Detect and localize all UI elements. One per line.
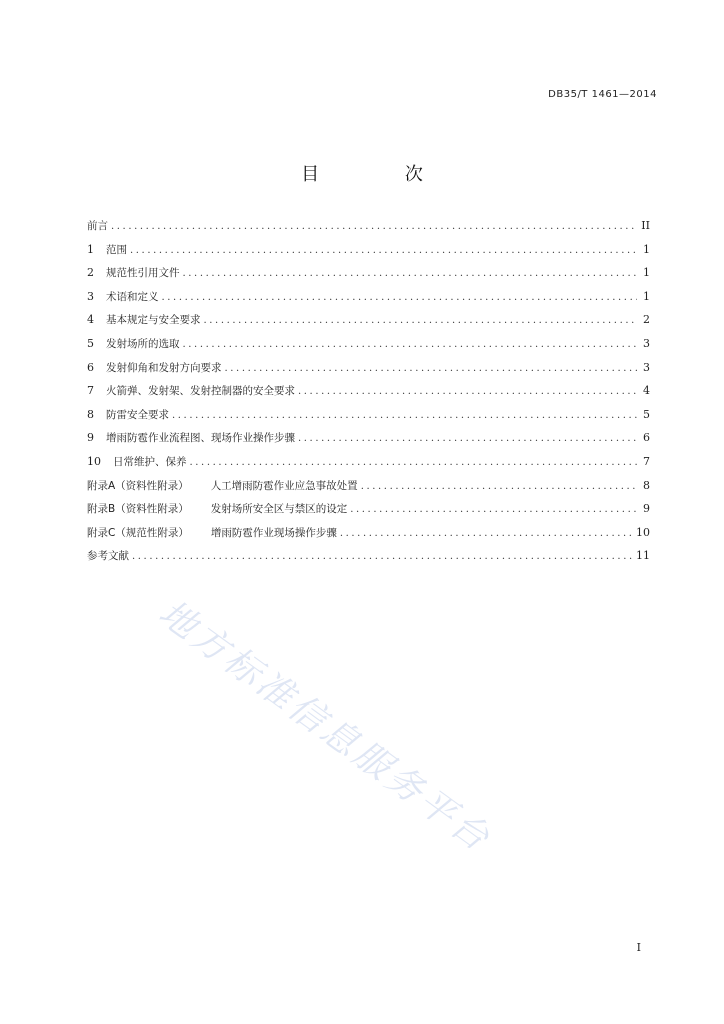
toc-appendix-title: 增雨防雹作业现场操作步骤 bbox=[210, 526, 337, 539]
toc-entry-number: 5 bbox=[87, 336, 94, 350]
toc-entry-references[interactable] bbox=[87, 548, 650, 572]
toc-entry-text: 基本规定与安全要求 bbox=[106, 314, 201, 327]
toc-entry-number: 4 bbox=[87, 313, 94, 327]
toc-entry-foreword[interactable] bbox=[87, 218, 650, 242]
toc-entry-page: 10 bbox=[636, 525, 650, 539]
toc-leader bbox=[130, 245, 637, 256]
toc-leader bbox=[183, 268, 638, 279]
toc-entry-page: 7 bbox=[643, 454, 650, 468]
table-of-contents bbox=[87, 218, 650, 572]
toc-entry-number: 1 bbox=[87, 242, 94, 256]
document-code: DB35/T 1461—2014 bbox=[548, 89, 657, 100]
toc-entry-6[interactable] bbox=[87, 360, 650, 384]
toc-entry-7[interactable] bbox=[87, 383, 650, 407]
toc-entry-text: 发射仰角和发射方向要求 bbox=[106, 361, 222, 374]
toc-leader bbox=[350, 504, 637, 515]
toc-appendix-prefix: 附录B（资料性附录） bbox=[87, 503, 189, 516]
toc-leader bbox=[162, 292, 638, 303]
toc-entry-text bbox=[87, 478, 358, 493]
toc-entry-page: 11 bbox=[636, 549, 650, 563]
toc-entry-page: 4 bbox=[643, 384, 650, 398]
toc-entry-page: 1 bbox=[643, 242, 650, 256]
toc-entry-5[interactable] bbox=[87, 336, 650, 360]
toc-entry-text: 参考文献 bbox=[87, 550, 129, 563]
toc-entry-text bbox=[87, 501, 347, 516]
toc-leader bbox=[340, 528, 633, 539]
toc-entry-number: 9 bbox=[87, 431, 94, 445]
toc-leader bbox=[225, 363, 638, 374]
toc-entry-10[interactable] bbox=[87, 454, 650, 478]
toc-entry-page: 3 bbox=[643, 360, 650, 374]
toc-appendix-title: 发射场所安全区与禁区的设定 bbox=[210, 503, 348, 516]
toc-entry-page: 9 bbox=[643, 502, 650, 516]
toc-entry-text: 增雨防雹作业流程图、现场作业操作步骤 bbox=[106, 432, 295, 445]
toc-leader bbox=[298, 386, 637, 397]
toc-entry-4[interactable] bbox=[87, 312, 650, 336]
toc-entry-page: II bbox=[641, 219, 650, 232]
toc-entry-text: 火箭弹、发射架、发射控制器的安全要求 bbox=[106, 385, 295, 398]
toc-entry-number: 10 bbox=[87, 454, 101, 468]
toc-entry-text: 术语和定义 bbox=[106, 290, 159, 303]
toc-entry-number: 2 bbox=[87, 266, 94, 280]
toc-entry-8[interactable] bbox=[87, 407, 650, 431]
toc-entry-appendix-a[interactable] bbox=[87, 478, 650, 502]
toc-entry-page: 1 bbox=[643, 266, 650, 280]
toc-entry-page: 6 bbox=[643, 431, 650, 445]
toc-appendix-title: 人工增雨防雹作业应急事故处置 bbox=[210, 479, 358, 492]
toc-leader bbox=[111, 221, 637, 232]
toc-leader bbox=[361, 481, 637, 492]
watermark: 地方标准信息服务平台 bbox=[151, 592, 499, 861]
toc-entry-page: 8 bbox=[643, 478, 650, 492]
toc-leader bbox=[132, 551, 633, 562]
toc-entry-3[interactable] bbox=[87, 289, 650, 313]
toc-entry-page: 2 bbox=[643, 313, 650, 327]
toc-entry-text: 规范性引用文件 bbox=[106, 267, 180, 280]
toc-entry-appendix-c[interactable] bbox=[87, 525, 650, 549]
toc-entry-text: 发射场所的选取 bbox=[106, 337, 180, 350]
toc-entry-number: 8 bbox=[87, 407, 94, 421]
page-number: I bbox=[636, 941, 641, 954]
toc-leader bbox=[204, 315, 638, 326]
toc-entry-text: 日常维护、保养 bbox=[113, 455, 187, 468]
toc-leader bbox=[183, 339, 638, 350]
toc-entry-text bbox=[87, 525, 337, 540]
toc-appendix-prefix: 附录C（规范性附录） bbox=[87, 526, 189, 539]
toc-leader bbox=[298, 433, 637, 444]
page-title: 目 次 bbox=[301, 164, 463, 185]
toc-entry-1[interactable] bbox=[87, 242, 650, 266]
toc-entry-page: 5 bbox=[643, 407, 650, 421]
toc-entry-number: 3 bbox=[87, 289, 94, 303]
toc-entry-number: 6 bbox=[87, 360, 94, 374]
toc-entry-text: 前言 bbox=[87, 220, 108, 232]
toc-leader bbox=[172, 410, 637, 421]
toc-entry-text: 防雷安全要求 bbox=[106, 408, 169, 421]
toc-leader bbox=[190, 457, 638, 468]
toc-appendix-prefix: 附录A（资料性附录） bbox=[87, 479, 189, 492]
toc-entry-page: 1 bbox=[643, 289, 650, 303]
toc-entry-number: 7 bbox=[87, 384, 94, 398]
toc-entry-2[interactable] bbox=[87, 265, 650, 289]
toc-entry-9[interactable] bbox=[87, 430, 650, 454]
toc-entry-page: 3 bbox=[643, 336, 650, 350]
toc-entry-appendix-b[interactable] bbox=[87, 501, 650, 525]
toc-entry-text: 范围 bbox=[106, 243, 127, 256]
